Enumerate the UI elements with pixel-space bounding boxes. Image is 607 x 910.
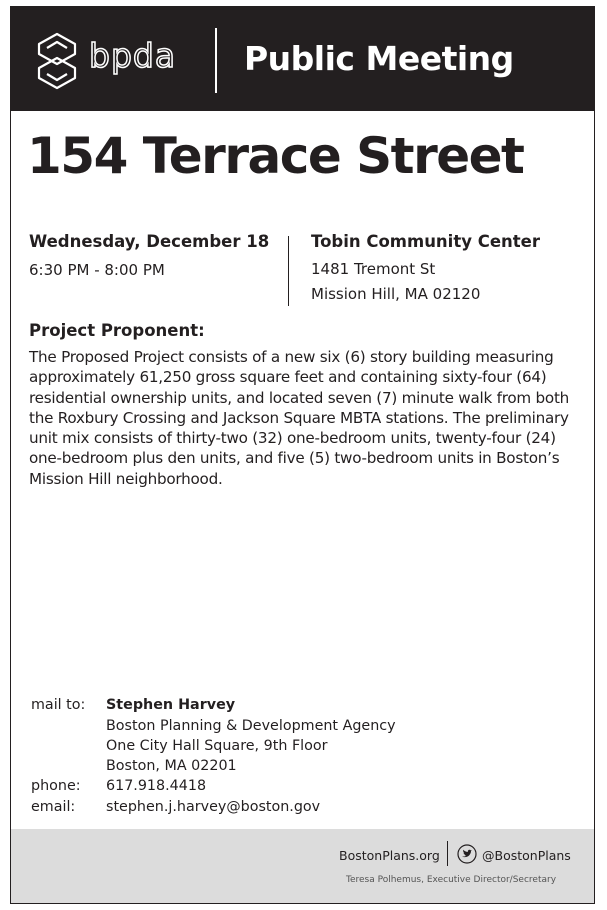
- mail-label: mail to:: [31, 697, 86, 713]
- footer-credit: Teresa Polhemus, Executive Director/Secretary: [346, 875, 557, 885]
- bpda-logo-icon: [35, 30, 79, 92]
- logo-wordmark: bpda: [89, 36, 177, 75]
- phone-label: phone:: [31, 778, 81, 794]
- contact-email[interactable]: stephen.j.harvey@boston.gov: [106, 799, 321, 815]
- meeting-time: 6:30 PM - 8:00 PM: [29, 261, 165, 279]
- project-title: 154 Terrace Street: [27, 127, 524, 185]
- contact-street: One City Hall Square, 9th Floor: [106, 738, 328, 754]
- header-title: Public Meeting: [244, 39, 514, 78]
- project-description: The Proposed Project consists of a new six (6) story building measuring approximately 61,250 gross square feet and containing sixty-four (64) residential ownership units, and located seven (7) minute walk from both the Roxbury Crossing and Jackson Square MBTA stations. The preliminary unit mix consists of thirty-two (32) one-bedroom units, twenty-four (24) one-bedroom plus den units, and five (5) two-bedroom units in Boston’s Mission Hill neighborhood.: [29, 348, 570, 488]
- meeting-venue: Tobin Community Center: [311, 232, 540, 251]
- footer-divider: [447, 841, 448, 866]
- footer-bar: [11, 829, 594, 904]
- venue-address-line2: Mission Hill, MA 02120: [311, 285, 481, 303]
- header-divider: [215, 28, 217, 93]
- contact-name: Stephen Harvey: [106, 697, 236, 713]
- contact-phone[interactable]: 617.918.4418: [106, 778, 207, 794]
- twitter-icon[interactable]: [457, 844, 477, 864]
- contact-city: Boston, MA 02201: [106, 758, 237, 774]
- meeting-notice: [10, 6, 595, 904]
- contact-org: Boston Planning & Development Agency: [106, 718, 396, 734]
- info-divider: [288, 236, 289, 306]
- footer-twitter-handle[interactable]: @BostonPlans: [482, 848, 571, 863]
- header-bar: [11, 7, 594, 111]
- meeting-date: Wednesday, December 18: [29, 232, 270, 251]
- proponent-heading: Project Proponent:: [29, 321, 205, 340]
- email-label: email:: [31, 799, 76, 815]
- footer-website-link[interactable]: BostonPlans.org: [339, 848, 440, 863]
- venue-address-line1: 1481 Tremont St: [311, 260, 436, 278]
